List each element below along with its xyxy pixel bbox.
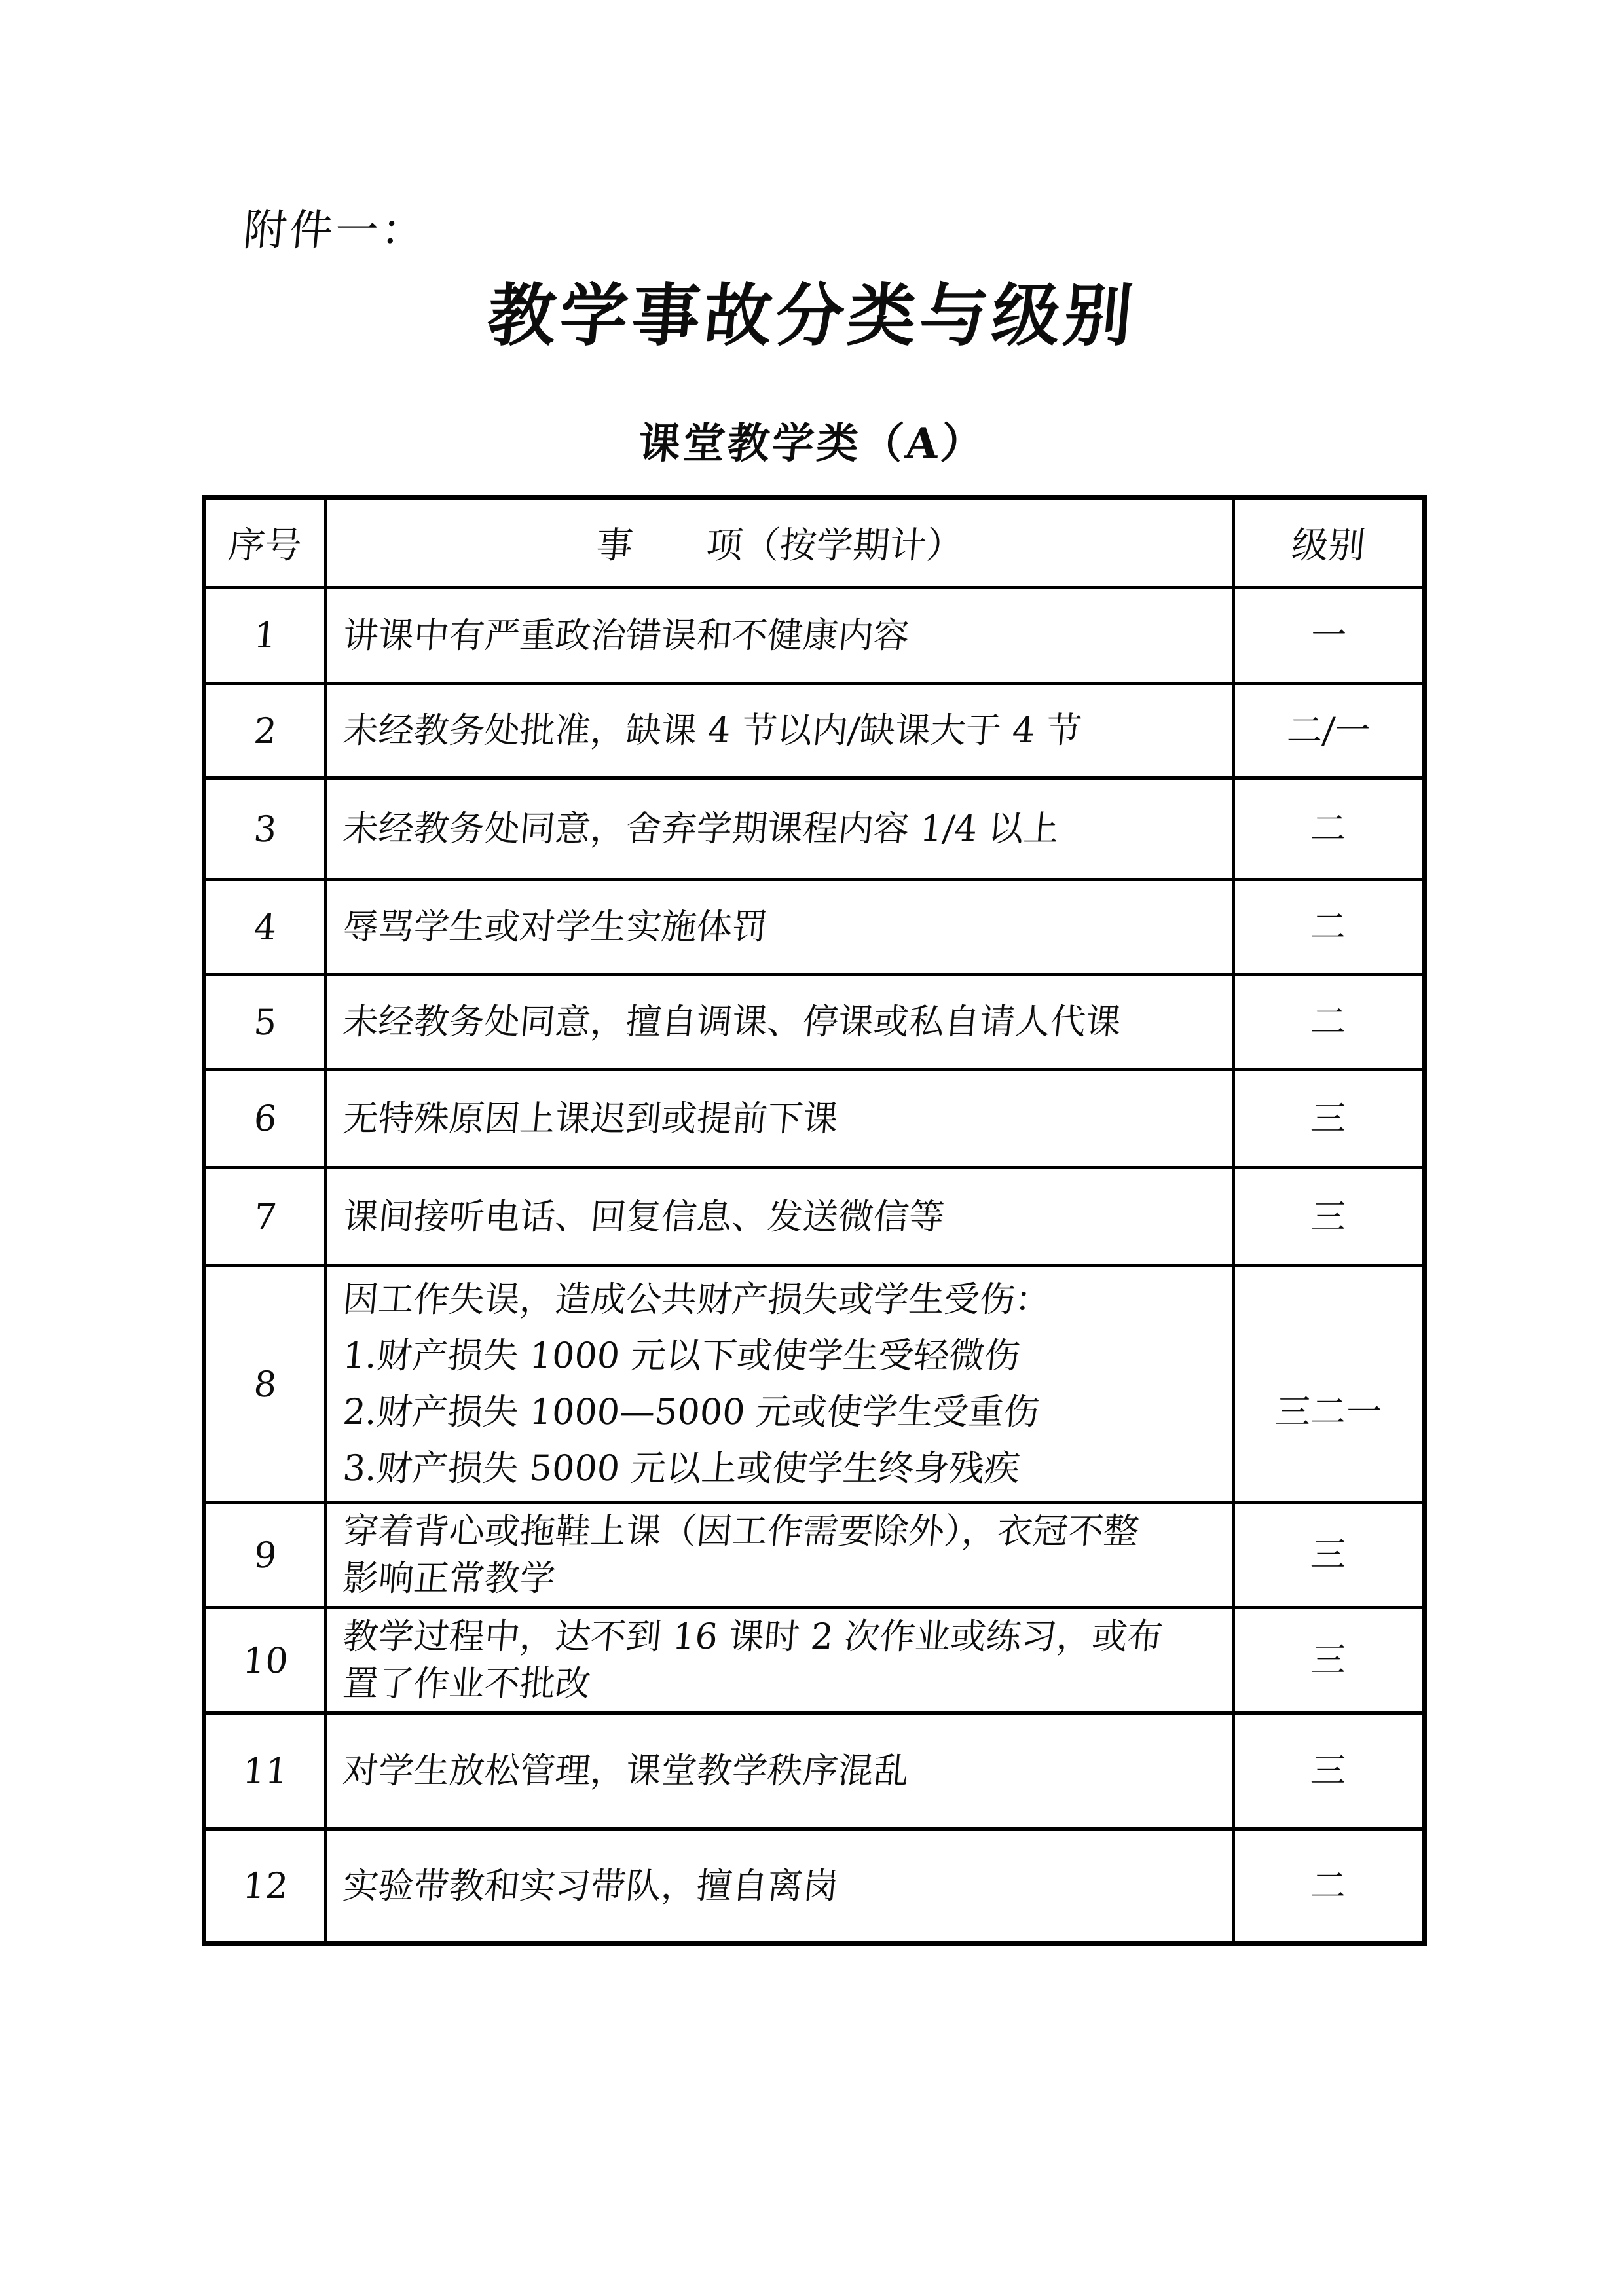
row-item-lines — [343, 998, 1220, 1046]
row-item-cell — [326, 1608, 1234, 1713]
row-index-cell — [204, 1168, 326, 1266]
row-index-text: 12 — [240, 1865, 290, 1906]
row-index-text: 7 — [252, 1196, 278, 1237]
row-item-cell — [326, 1266, 1234, 1503]
row-item-cell — [326, 1829, 1234, 1944]
level-line: 二 — [1309, 1001, 1348, 1042]
row-level-cell — [1234, 880, 1425, 975]
row-index-text: 1 — [252, 615, 278, 656]
table-subtitle — [0, 419, 1624, 469]
table-row — [204, 683, 1425, 778]
row-level-lines — [1236, 612, 1422, 659]
row-level-cell — [1234, 683, 1425, 778]
row-item-lines — [343, 1271, 1220, 1497]
level-line: 三 — [1309, 1750, 1348, 1791]
item-line: 未经教务处同意，擅自调课、停课或私自请人代课 — [341, 1001, 1123, 1042]
item-line: 未经教务处同意，舍弃学期课程内容 1/4 以上 — [341, 808, 1061, 849]
header-cell-level — [1234, 498, 1425, 588]
row-level-lines — [1236, 805, 1422, 852]
row-level-cell — [1234, 778, 1425, 880]
level-line: 一 — [1344, 1391, 1384, 1432]
item-line: 2.财产损失 1000—5000 元或使学生受重伤 — [341, 1391, 1041, 1432]
row-level-cell — [1234, 1829, 1425, 1944]
item-line: 穿着背心或拖鞋上课（因工作需要除外），衣冠不整 — [341, 1510, 1141, 1552]
row-index-text: 11 — [240, 1750, 290, 1792]
level-line: 三 — [1309, 1195, 1348, 1237]
level-line: 三 — [1309, 1534, 1348, 1575]
row-level-lines — [1236, 1747, 1422, 1795]
item-line: 实验带教和实习带队，擅自离岗 — [341, 1865, 840, 1906]
row-item-cell — [326, 880, 1234, 975]
row-index-cell — [204, 1266, 326, 1503]
level-line: 三 — [1309, 1639, 1348, 1681]
table-row — [204, 1503, 1425, 1608]
table-row — [204, 880, 1425, 975]
row-item-cell — [326, 975, 1234, 1070]
accident-table — [202, 495, 1427, 1946]
level-line: 一 — [1309, 614, 1348, 656]
table-body — [204, 588, 1425, 1944]
table-row — [204, 1713, 1425, 1829]
row-level-cell — [1234, 1266, 1425, 1503]
row-item-cell — [326, 588, 1234, 683]
item-line: 未经教务处批准，缺课 4 节以内/缺课大于 4 节 — [341, 710, 1084, 751]
item-line: 1.财产损失 1000 元以下或使学生受轻微伤 — [341, 1335, 1022, 1376]
row-level-lines — [1236, 1194, 1422, 1241]
header-item-text: 事 项（按学期计） — [594, 524, 965, 567]
row-index-text: 8 — [252, 1363, 278, 1405]
row-index-cell — [204, 683, 326, 778]
row-level-cell — [1234, 1070, 1425, 1168]
table-head — [204, 498, 1425, 588]
row-item-cell — [326, 778, 1234, 880]
row-item-cell — [326, 1713, 1234, 1829]
table-row — [204, 1608, 1425, 1713]
row-item-lines — [343, 1863, 1220, 1910]
row-level-lines — [1236, 1637, 1422, 1684]
row-level-lines — [1236, 1531, 1422, 1578]
row-item-cell — [326, 1168, 1234, 1266]
row-index-cell — [204, 1713, 326, 1829]
level-line: 二 — [1309, 1391, 1348, 1432]
row-level-lines — [1236, 1328, 1422, 1440]
table-row — [204, 1266, 1425, 1503]
row-index-cell — [204, 1503, 326, 1608]
level-line: 二/一 — [1285, 710, 1372, 751]
row-level-cell — [1234, 975, 1425, 1070]
row-item-lines — [343, 1508, 1220, 1602]
item-line: 置了作业不批改 — [341, 1663, 593, 1704]
item-line: 对学生放松管理，课堂教学秩序混乱 — [341, 1750, 911, 1791]
table-row — [204, 778, 1425, 880]
row-item-lines — [343, 805, 1220, 852]
table-row — [204, 975, 1425, 1070]
row-index-cell — [204, 1608, 326, 1713]
row-item-lines — [343, 612, 1220, 659]
row-level-cell — [1234, 1608, 1425, 1713]
table-row — [204, 1829, 1425, 1944]
row-level-lines — [1236, 707, 1422, 754]
row-index-cell — [204, 975, 326, 1070]
attachment-label-text: 附件一： — [241, 205, 430, 255]
table-row — [204, 588, 1425, 683]
table-row — [204, 1070, 1425, 1168]
item-line: 因工作失误，造成公共财产损失或学生受伤： — [341, 1279, 1052, 1320]
row-item-lines — [343, 1747, 1220, 1795]
item-line: 讲课中有严重政治错误和不健康内容 — [341, 614, 911, 656]
item-line: 3.财产损失 5000 元以上或使学生终身残疾 — [341, 1448, 1022, 1489]
row-index-cell — [204, 880, 326, 975]
item-line: 影响正常教学 — [341, 1558, 557, 1599]
row-item-lines — [343, 1194, 1220, 1241]
row-level-lines — [1236, 1095, 1422, 1142]
header-level-text: 级别 — [1289, 524, 1367, 567]
table-header-row — [204, 498, 1425, 588]
row-index-text: 6 — [252, 1098, 278, 1139]
item-line: 无特殊原因上课迟到或提前下课 — [341, 1097, 840, 1139]
item-line: 课间接听电话、回复信息、发送微信等 — [341, 1195, 946, 1237]
row-level-cell — [1234, 1168, 1425, 1266]
row-index-cell — [204, 588, 326, 683]
row-item-cell — [326, 1503, 1234, 1608]
level-line: 二 — [1309, 808, 1348, 849]
row-index-text: 3 — [252, 808, 278, 850]
row-index-text: 4 — [252, 906, 278, 948]
row-level-lines — [1236, 998, 1422, 1046]
attachment-label — [241, 204, 430, 256]
row-index-text: 10 — [240, 1639, 290, 1681]
level-line: 三 — [1274, 1391, 1313, 1432]
row-item-cell — [326, 683, 1234, 778]
row-index-text: 9 — [252, 1534, 278, 1576]
row-level-cell — [1234, 1503, 1425, 1608]
row-item-cell — [326, 1070, 1234, 1168]
level-line: 三 — [1309, 1097, 1348, 1139]
row-item-lines — [343, 1095, 1220, 1142]
level-line: 二 — [1309, 1865, 1348, 1906]
level-line: 二 — [1309, 906, 1348, 947]
row-item-lines — [343, 707, 1220, 754]
header-index-text: 序号 — [226, 524, 304, 567]
item-line: 辱骂学生或对学生实施体罚 — [341, 906, 769, 947]
row-item-lines — [343, 903, 1220, 951]
row-item-lines — [343, 1613, 1220, 1707]
row-level-lines — [1236, 1863, 1422, 1910]
row-index-text: 5 — [252, 1001, 278, 1043]
page-title-text: 教学事故分类与级别 — [484, 275, 1140, 355]
row-index-cell — [204, 1829, 326, 1944]
header-cell-index — [204, 498, 326, 588]
item-line: 教学过程中，达不到 16 课时 2 次作业或练习，或布 — [341, 1616, 1165, 1657]
table-subtitle-text: 课堂教学类（A） — [636, 419, 988, 468]
row-level-cell — [1234, 1713, 1425, 1829]
row-index-cell — [204, 1070, 326, 1168]
row-level-lines — [1236, 903, 1422, 951]
row-index-text: 2 — [252, 710, 278, 752]
row-index-cell — [204, 778, 326, 880]
row-level-cell — [1234, 588, 1425, 683]
table-row — [204, 1168, 1425, 1266]
header-cell-item — [326, 498, 1234, 588]
page-title — [0, 275, 1624, 357]
